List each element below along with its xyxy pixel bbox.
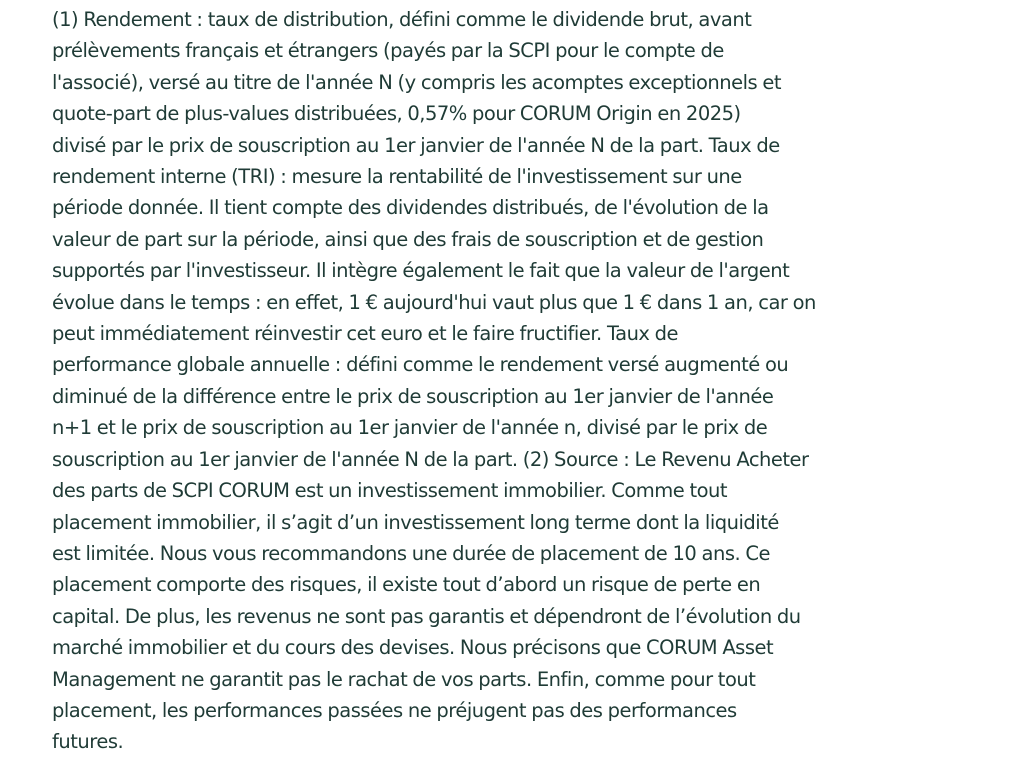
disclaimer-line: futures. (52, 730, 124, 754)
disclaimer-line: marché immobilier et du cours des devises. Nous précisons que CORUM Asset (52, 636, 774, 660)
disclaimer-line: (1) Rendement : taux de distribution, défini comme le dividende brut, avant (52, 8, 752, 31)
disclaimer-line: évolue dans le temps : en effet, 1 € aujourd'hui vaut plus que 1 € dans 1 an, car on (52, 290, 816, 314)
disclaimer-line: peut immédiatement réinvestir cet euro et le faire fructifier. Taux de (52, 322, 679, 346)
disclaimer-line: souscription au 1er janvier de l'année N de la part. (2) Source : Le Revenu Acheter (52, 447, 809, 471)
disclaimer-line: placement immobilier, il s’agit d’un investissement long terme dont la liquidité (52, 510, 779, 534)
disclaimer-line: supportés par l'investisseur. Il intègre également le fait que la valeur de l'argent (52, 259, 790, 283)
disclaimer-line: prélèvements français et étrangers (payés par la SCPI pour le compte de (52, 39, 724, 63)
disclaimer-line: rendement interne (TRI) : mesure la rentabilité de l'investissement sur une (52, 165, 742, 189)
disclaimer-line: capital. De plus, les revenus ne sont pas garantis et dépendront de l’évolution du (52, 604, 801, 628)
disclaimer-line: quote-part de plus-values distribuées, 0,57% pour CORUM Origin en 2025) (52, 102, 741, 126)
disclaimer-line: est limitée. Nous vous recommandons une durée de placement de 10 ans. Ce (52, 541, 770, 565)
disclaimer-line: placement comporte des risques, il existe tout d’abord un risque de perte en (52, 573, 761, 597)
disclaimer-line: placement, les performances passées ne préjugent pas des performances (52, 698, 737, 722)
disclaimer-line: l'associé), versé au titre de l'année N (y compris les acomptes exceptionnels et (52, 70, 782, 94)
disclaimer-line: Management ne garantit pas le rachat de vos parts. Enfin, comme pour tout (52, 667, 756, 691)
disclaimer-line: divisé par le prix de souscription au 1er janvier de l'année N de la part. Taux de (52, 133, 780, 157)
disclaimer-line: n+1 et le prix de souscription au 1er janvier de l'année n, divisé par le prix de (52, 416, 768, 440)
disclaimer-line: diminué de la différence entre le prix de souscription au 1er janvier de l'année (52, 384, 774, 408)
legal-disclaimer-text (52, 4, 992, 758)
disclaimer-line: période donnée. Il tient compte des dividendes distribués, de l'évolution de la (52, 196, 769, 220)
disclaimer-line: performance globale annuelle : défini comme le rendement versé augmenté ou (52, 353, 789, 377)
disclaimer-line: valeur de part sur la période, ainsi que des frais de souscription et de gestion (52, 227, 764, 251)
disclaimer-line: des parts de SCPI CORUM est un investissement immobilier. Comme tout (52, 479, 728, 503)
